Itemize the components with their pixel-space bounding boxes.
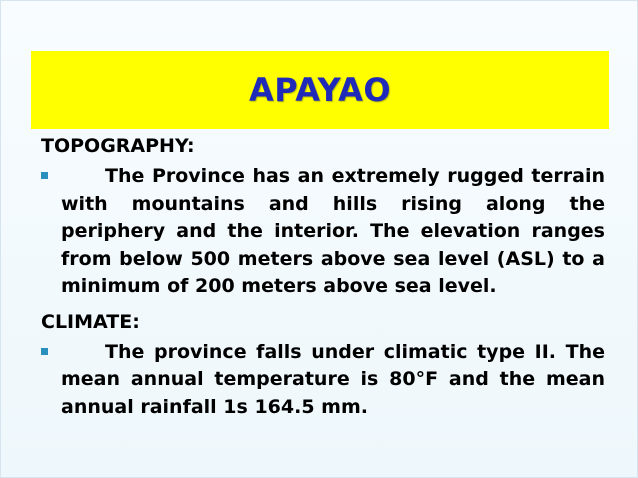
topography-text: The Province has an extremely rugged terrain with mountains and hills rising along the periphery and the interior. The elevation ranges from below 500 meters above sea level (ASL) to a minimum of 200 meters above sea level. (61, 165, 605, 297)
climate-bullet (41, 339, 605, 422)
square-bullet-icon (41, 348, 48, 355)
square-bullet-icon (41, 172, 48, 179)
slide-title: APAYAO (248, 71, 392, 109)
topography-heading: TOPOGRAPHY: (41, 135, 195, 157)
climate-text: The province falls under climatic type II. The mean annual temperature is 80°F and the mean annual rainfall 1s 164.5 mm. (61, 340, 605, 418)
climate-heading: CLIMATE: (41, 310, 140, 333)
topography-bullet (41, 163, 605, 301)
slide-content (41, 131, 605, 427)
title-band (31, 51, 609, 129)
